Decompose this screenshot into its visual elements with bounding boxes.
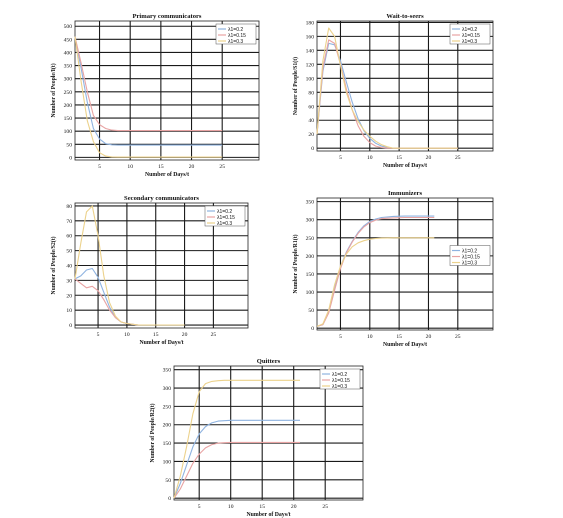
x-tick-label: 15 bbox=[396, 334, 402, 340]
legend-label: λ1=0.15 bbox=[462, 254, 480, 261]
y-tick-label: 0 bbox=[69, 323, 72, 330]
legend-label: λ1=0.2 bbox=[228, 26, 244, 33]
legend-label: λ1=0.15 bbox=[217, 214, 235, 221]
x-axis-label: Number of Days/t bbox=[382, 163, 428, 169]
y-tick-label: 160 bbox=[305, 34, 314, 41]
x-tick-label: 25 bbox=[219, 164, 225, 170]
y-tick-label: 100 bbox=[63, 129, 72, 136]
y-tick-label: 300 bbox=[162, 386, 171, 393]
y-tick-label: 30 bbox=[66, 278, 72, 285]
y-tick-label: 350 bbox=[305, 199, 314, 206]
y-tick-label: 150 bbox=[63, 116, 72, 123]
y-axis-label: Number of People/S1(t) bbox=[293, 56, 299, 116]
legend-label: λ1=0.3 bbox=[462, 260, 478, 267]
x-tick-label: 20 bbox=[290, 504, 297, 510]
x-tick-label: 25 bbox=[322, 504, 328, 510]
y-tick-label: 80 bbox=[66, 203, 72, 210]
y-tick-label: 200 bbox=[63, 102, 72, 109]
y-tick-label: 250 bbox=[63, 89, 72, 96]
legend bbox=[320, 369, 360, 390]
legend-label: λ1=0.2 bbox=[217, 208, 233, 215]
legend-label: λ1=0.15 bbox=[228, 32, 246, 39]
legend-label: λ1=0.2 bbox=[462, 26, 478, 33]
x-tick-label: 20 bbox=[181, 332, 188, 338]
y-axis-label: Number of People/I(t) bbox=[51, 63, 57, 118]
y-tick-label: 500 bbox=[63, 24, 72, 31]
immunizers-chart bbox=[292, 190, 493, 348]
x-tick-label: 25 bbox=[455, 334, 461, 340]
y-tick-label: 50 bbox=[165, 477, 171, 484]
y-tick-label: 60 bbox=[66, 233, 72, 240]
x-tick-label: 20 bbox=[425, 334, 432, 340]
primary-communicators-chart bbox=[50, 13, 259, 178]
x-tick-label: 15 bbox=[396, 155, 402, 161]
y-tick-label: 150 bbox=[305, 271, 314, 278]
chart-title: Secondary communicators bbox=[124, 195, 199, 202]
chart-title: Primary communicators bbox=[132, 13, 202, 20]
x-axis-label: Number of Days/t bbox=[246, 512, 291, 518]
x-tick-label: 25 bbox=[210, 332, 217, 338]
x-tick-label: 5 bbox=[98, 164, 101, 170]
x-tick-label: 5 bbox=[339, 155, 342, 161]
y-tick-label: 180 bbox=[305, 20, 314, 27]
wait-to-seers-chart bbox=[292, 13, 493, 169]
y-tick-label: 100 bbox=[162, 459, 171, 466]
y-tick-label: 120 bbox=[305, 62, 314, 69]
x-tick-label: 15 bbox=[158, 164, 164, 170]
y-tick-label: 450 bbox=[63, 37, 72, 44]
legend bbox=[450, 24, 490, 45]
x-tick-label: 10 bbox=[127, 164, 133, 170]
x-tick-label: 15 bbox=[152, 332, 159, 338]
x-tick-label: 10 bbox=[367, 334, 373, 340]
y-tick-label: 10 bbox=[66, 308, 72, 315]
y-tick-label: 350 bbox=[162, 367, 171, 374]
y-tick-label: 300 bbox=[63, 76, 72, 83]
y-tick-label: 0 bbox=[69, 155, 72, 162]
x-axis-label: Number of Days/t bbox=[139, 340, 184, 346]
y-tick-label: 80 bbox=[308, 90, 314, 97]
y-tick-label: 100 bbox=[305, 76, 314, 83]
chart-title: Quitters bbox=[256, 358, 281, 365]
y-tick-label: 200 bbox=[162, 422, 171, 429]
x-axis-label: Number of Days/t bbox=[144, 172, 190, 178]
legend-label: λ1=0.2 bbox=[332, 371, 348, 378]
y-tick-label: 20 bbox=[308, 132, 314, 139]
y-tick-label: 350 bbox=[63, 63, 72, 70]
legend bbox=[450, 246, 490, 267]
x-tick-label: 5 bbox=[197, 504, 201, 510]
y-tick-label: 250 bbox=[162, 404, 171, 411]
y-tick-label: 40 bbox=[66, 263, 72, 270]
chart-title: Immunizers bbox=[387, 190, 423, 197]
y-tick-label: 50 bbox=[66, 248, 72, 255]
legend-label: λ1=0.3 bbox=[228, 38, 244, 45]
y-tick-label: 200 bbox=[305, 253, 314, 260]
x-tick-label: 5 bbox=[96, 332, 100, 338]
y-tick-label: 150 bbox=[162, 441, 171, 448]
x-tick-label: 15 bbox=[259, 504, 265, 510]
y-tick-label: 70 bbox=[66, 218, 72, 225]
x-tick-label: 20 bbox=[188, 164, 195, 170]
y-axis-label: Number of People/R1(t) bbox=[293, 234, 299, 294]
legend bbox=[216, 24, 256, 45]
x-axis-label: Number of Days/t bbox=[382, 342, 428, 348]
y-tick-label: 40 bbox=[308, 118, 314, 125]
y-tick-label: 60 bbox=[308, 104, 314, 111]
x-tick-label: 10 bbox=[367, 155, 373, 161]
x-tick-label: 20 bbox=[425, 155, 432, 161]
y-axis-label: Number of People/R2(t) bbox=[150, 403, 156, 463]
y-axis-label: Number of People/S2(t) bbox=[51, 236, 57, 295]
quitters-chart bbox=[149, 358, 363, 518]
y-tick-label: 0 bbox=[311, 326, 314, 333]
y-tick-label: 50 bbox=[66, 142, 72, 149]
y-tick-label: 400 bbox=[63, 50, 72, 57]
legend-label: λ1=0.3 bbox=[462, 38, 478, 45]
x-tick-label: 5 bbox=[339, 334, 342, 340]
x-tick-label: 10 bbox=[227, 504, 234, 510]
legend-label: λ1=0.15 bbox=[462, 32, 480, 39]
secondary-communicators-chart bbox=[50, 195, 248, 346]
x-tick-label: 10 bbox=[124, 332, 130, 338]
y-tick-label: 0 bbox=[311, 146, 314, 153]
legend-label: λ1=0.2 bbox=[462, 248, 478, 255]
y-tick-label: 300 bbox=[305, 217, 314, 224]
chart-title: Wait-to-seers bbox=[386, 13, 424, 20]
y-tick-label: 250 bbox=[305, 235, 314, 242]
y-tick-label: 140 bbox=[305, 48, 314, 55]
y-tick-label: 50 bbox=[308, 308, 314, 315]
legend-label: λ1=0.15 bbox=[332, 377, 350, 384]
x-tick-label: 25 bbox=[455, 155, 461, 161]
y-tick-label: 100 bbox=[305, 290, 314, 297]
y-tick-label: 20 bbox=[66, 293, 72, 300]
legend-label: λ1=0.3 bbox=[332, 383, 348, 390]
y-tick-label: 0 bbox=[168, 496, 171, 503]
legend-label: λ1=0.3 bbox=[217, 220, 233, 227]
legend bbox=[205, 206, 245, 227]
